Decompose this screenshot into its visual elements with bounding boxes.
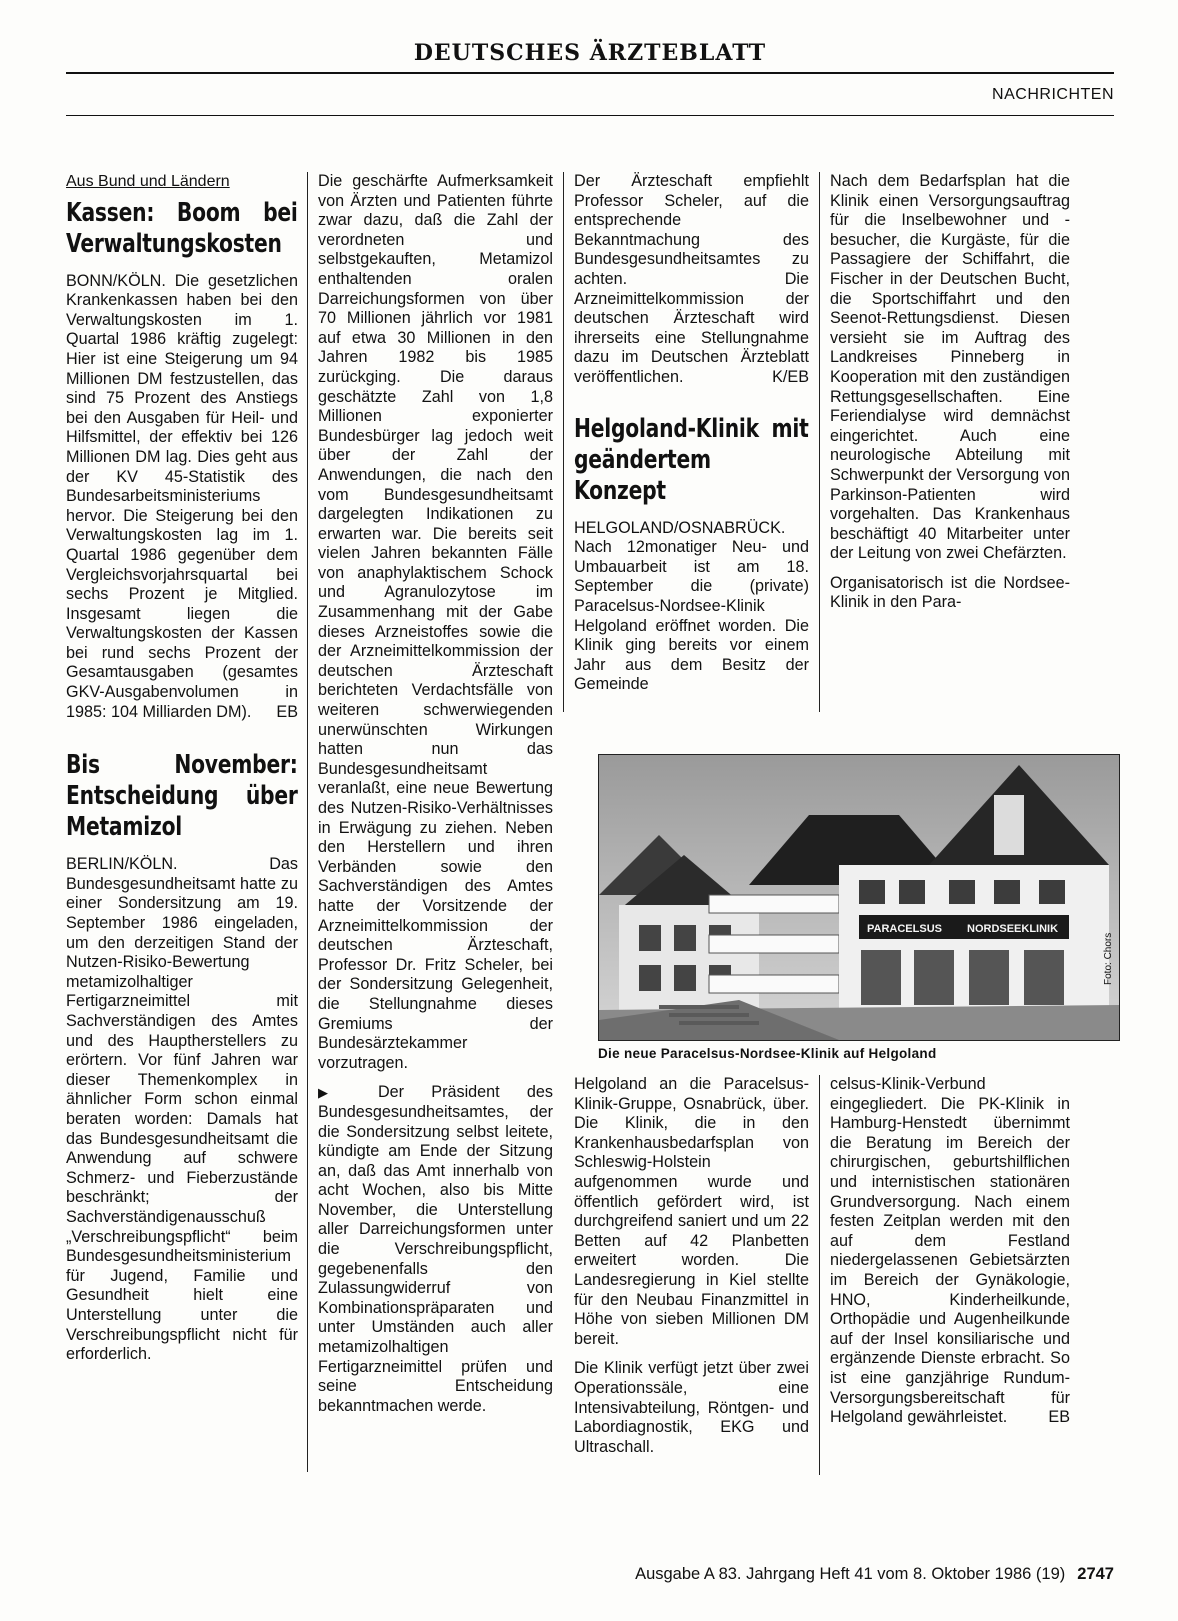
column-4-top (830, 172, 1070, 623)
column-1 (66, 172, 298, 1375)
article-body-metamizol-4: Der Ärzteschaft empfiehlt Professor Scheler, auf die entsprechende Bekanntmachung des Bundesgesundheitsamtes zu achten. Die Arzneimittelkommission der deutschen Ärzteschaft wird ihrerseits eine Stellungnahme dazu im Deutschen Ärzteblatt veröffentlichen. K/EB (574, 172, 809, 386)
article-body-helgoland-2: Nach dem Bedarfsplan hat die Klinik einen Versorgungsauftrag für die Inselbewohner und -besucher, die Kurgäste, für die Passagiere der Schiffahrt, die Fischer in der Deutschen Bucht, die Sportschiffahrt und den Seenot-Rettungsdienst. Diesen versieht sie im Auftrag des Landkreises Pinneberg in Kooperation mit den zuständigen Rettungsgesellschaften. Eine Feriendialyse wird demnächst eingerichtet. Auch eine neurologische Abteilung mit Schwerpunkt der Versorgung von Parkinson-Patienten wird vorgehalten. Das Krankenhaus beschäftigt 40 Mitarbeiter unter der Leitung von zwei Chefärzten. (830, 172, 1070, 563)
signature: EB (276, 702, 298, 721)
kicker: Aus Bund und Ländern (66, 173, 230, 190)
article-body-metamizol-1: BERLIN/KÖLN. Das Bundesgesundheitsamt hatte zu einer Sondersitzung am 19. September 1986 eingeladen, um den derzeitigen Stand der Nutzen-Risiko-Bewertung metamizolhaltiger Fertigarzneimittel mit Sachverständigen des Amtes und des Hauptherstellers zu erörtern. Vor fünf Jahren war dieser Themenkomplex in ähnlicher Form schon einmal beraten worden: Damals hat das Bundesgesundheitsamt die Anwendung auf schwere Schmerz- und Fieberzustände beschränkt; der Sachverständigenausschuß „Verschreibungspflicht“ beim Bundesgesundheitsministerium für Jugend, Familie und Gesundheit hielt eine Unterstellung unter die Verschreibungspflicht nicht für erforderlich. (66, 855, 298, 1364)
edition-info: Ausgabe A 83. Jahrgang Heft 41 vom 8. Oktober 1986 (19) (635, 1565, 1066, 1583)
article-body-helgoland-5: Die Klinik verfügt jetzt über zwei Operationssäle, eine Intensivabteilung, Röntgen- und Labordiagnostik, EKG und Ultraschall. (574, 1359, 809, 1456)
header-rule (66, 115, 1114, 116)
article-title-metamizol: Bis November: Entscheidung über Metamizol (66, 750, 298, 843)
column-divider (819, 172, 820, 712)
article-body-helgoland-3: Organisatorisch ist die Nordsee-Klinik in den Para- (830, 573, 1070, 612)
clinic-building-image (599, 755, 1119, 1040)
article-title-helgoland: Helgoland-Klinik mit geändertem Konzept (574, 413, 809, 506)
column-divider (819, 1075, 820, 1475)
page-number: 2747 (1077, 1565, 1114, 1583)
article-body-helgoland-1: HELGOLAND/OSNABRÜCK. Nach 12monatiger Neu- und Umbauarbeit ist am 18. September die (private) Paracelsus-Nordsee-Klinik Helgoland eröffnet worden. Die Klinik ging bereits vor einem Jahr aus dem Besitz der Gemeinde (574, 518, 809, 694)
column-divider (563, 172, 564, 712)
page-footer (0, 1565, 1114, 1584)
article-body-helgoland-4: Helgoland an die Paracelsus-Klinik-Gruppe, Osnabrück, über. Die Klinik, die in den Krankenhausbedarfsplan von Schleswig-Holstein aufgenommen wurde und öffentlich gefördert wird, ist durchgreifend saniert und um 22 Betten auf 42 Planbetten erweitert worden. Die Landesregierung in Kiel stellte für den Neubau Finanzmittel in Höhe von sieben Millionen DM bereit. (574, 1075, 809, 1348)
sign-text-right: NORDSEEKLINIK (967, 923, 1059, 935)
article-body-kassen: BONN/KÖLN. Die gesetzlichen Krankenkassen haben bei den Verwaltungskosten im 1. Quartal 1986 kräftig zugelegt: Hier ist eine Steigerung um 94 Millionen DM festzustellen, das sind 75 Prozent des Anstiegs bei den Ausgaben für Heil- und Hilfsmittel, der effektiv bei 126 Millionen DM lag. Dies geht aus der KV 45-Statistik des Bundesarbeitsministeriums hervor. Die Steigerung bei den Verwaltungskosten lag im 1. Quartal 1986 gegenüber dem Vergleichsvorjahrsquartal bei sechs Prozent je Mitglied. Insgesamt liegen die Verwaltungskosten der Kassen bei rund sechs Prozent der Gesamtausgaben (gesamtes GKV-Ausgabenvolumen in 1985: 104 Milliarden DM). EB (66, 271, 298, 721)
article-body-metamizol-2: Die geschärfte Aufmerksamkeit von Ärzten und Patienten führte zwar dazu, daß die Zahl der verordneten und selbstgekauften, Metamizol enthaltenden oralen Darreichungsformen von über 70 Millionen jährlich vor 1981 auf etwa 30 Millionen in den Jahren 1982 bis 1985 zurückging. Die daraus geschätzte Zahl von 1,8 Millionen exponierter Bundesbürger lag jedoch weit über der Zahl der Anwendungen, die nach den vom Bundesgesundheitsamt dargelegten Indikationen zu erwarten war. Die bereits seit vielen Jahren bekannten Fälle von anaphylaktischem Schock und Agranulozytose im Zusammenhang mit der Gabe dieses Arzneistoffes sowie die der Arzneimittelkommission der deutschen Ärzteschaft berichteten Verdachtsfälle von weiteren schwerwiegenden unerwünschten Wirkungen hatten nun das Bundesgesundheitsamt veranlaßt, eine neue Bewertung des Nutzen-Risiko-Verhältnisses in Erwägung zu ziehen. Neben den Herstellern und ihren Verbänden sowie den Sachverständigen des Amtes hatte der Vorsitzende der Arzneimittelkommission der deutschen Ärzteschaft, Professor Dr. Fritz Scheler, bei der Sondersitzung Gelegenheit, die Stellungnahme dieses Gremiums der Bundesärztekammer vorzutragen. (318, 172, 553, 1072)
photo-caption: Die neue Paracelsus-Nordsee-Klinik auf Helgoland (598, 1046, 937, 1061)
column-2 (318, 172, 553, 1426)
column-divider (307, 172, 308, 1472)
masthead: DEUTSCHES ÄRZTEBLATT (413, 40, 767, 66)
sign-text-left: PARACELSUS (867, 923, 942, 935)
masthead-rule (66, 72, 1114, 74)
article-body-helgoland-6: celsus-Klinik-Verbund eingegliedert. Die PK-Klinik in Hamburg-Henstedt übernimmt die Beratung im Bereich der chirurgischen, geburtshilflichen und internistischen stationären Grundversorgung. Nach einem festen Zeitplan werden mit den auf dem Festland niedergelassenen Gebietsärzten im Bereich der Gynäkologie, HNO, Kinderheilkunde, Orthopädie und Augenheilkunde auf der Insel konsiliarische und ergänzende Dienste erbracht. So ist eine ganzjährige Rundum-Versorgungsbereitschaft für Helgoland gewährleistet. EB (830, 1075, 1070, 1427)
photo-credit: Foto: Chors (1103, 932, 1114, 985)
column-3-top (574, 172, 809, 705)
article-body-metamizol-3: ▶ Der Präsident des Bundesgesundheitsamtes, der die Sondersitzung selbst leitete, kündigte am Ende der Sitzung an, daß das Amt innerhalb von acht Wochen, also bis Mitte November, die Unterstellung aller Darreichungsformen unter die Verschreibungspflicht, gegebenenfalls den Zulassungwiderruf von Kombinationspräparaten und unter Umständen auch aller metamizolhaltigen Fertigarzneimittel prüfen und seine Entscheidung bekanntmachen werde. (318, 1083, 553, 1415)
signature: EB (1048, 1408, 1070, 1427)
column-3-bottom (574, 1075, 809, 1467)
triangle-bullet-icon: ▶ (318, 1085, 351, 1101)
signature: K/EB (772, 367, 809, 386)
article-title-kassen: Kassen: Boom bei Verwaltungskosten (66, 197, 298, 259)
clinic-photo (598, 754, 1120, 1041)
column-4-bottom (830, 1075, 1070, 1438)
section-label: NACHRICHTEN (992, 86, 1114, 103)
